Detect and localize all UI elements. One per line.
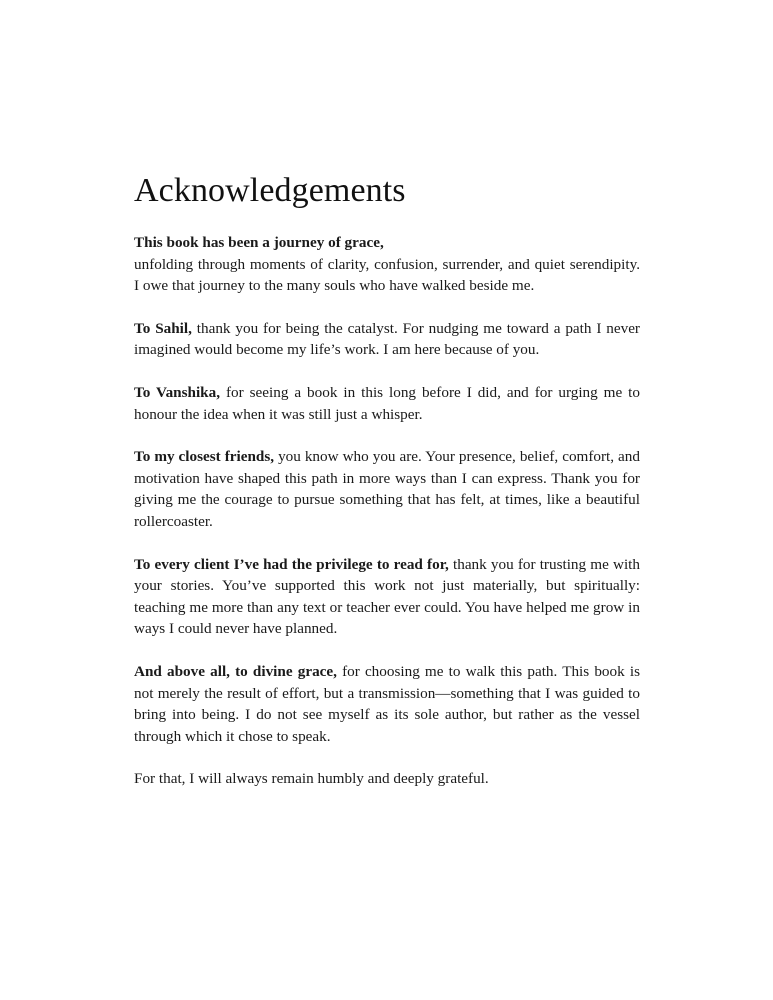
paragraph-sahil (134, 318, 640, 361)
paragraph-body: for choosing me to walk this path. This book is not merely the result of effort, but a transmission—something that I was guided to bring into being. I do not see myself as its sole author, but rather as the vessel through which it chose to speak. (134, 662, 640, 745)
paragraph-intro (134, 232, 640, 297)
paragraph-lead: To my closest friends, (134, 448, 275, 466)
paragraph-body: thank you for being the catalyst. For nudging me toward a path I never imagined would become my life’s work. I am here because of you. (134, 319, 640, 359)
paragraph-body: you know who you are. Your presence, belief, comfort, and motivation have shaped this path in more ways than I can express. Thank you for giving me the courage to pursue something that has felt, at times, like a beautiful rollercoaster. (134, 448, 640, 531)
paragraph-lead: And above all, to divine grace, (134, 662, 337, 680)
page-title: Acknowledgements (134, 172, 406, 209)
paragraph-body: thank you for trusting me with your stories. You’ve supported this work not just materially, but spiritually: teaching me more than any text or teacher ever could. You have helped me grow in ways I could never have planned. (134, 555, 640, 638)
paragraph-body: for seeing a book in this long before I did, and for urging me to honour the idea when it was still just a whisper. (134, 384, 640, 423)
paragraph-lead: This book has been a journey of grace, (134, 234, 384, 252)
paragraph-closest-friends (134, 446, 640, 532)
page-content (134, 172, 640, 790)
paragraph-vanshika (134, 382, 640, 425)
paragraph-lead: To every client I’ve had the privilege to read for, (134, 555, 449, 573)
paragraph-closing: For that, I will always remain humbly and deeply grateful. (134, 770, 489, 788)
paragraph-divine-grace (134, 661, 640, 747)
paragraph-lead: To Vanshika, (134, 384, 221, 402)
paragraph-clients (134, 554, 640, 640)
paragraph-body: unfolding through moments of clarity, confusion, surrender, and quiet serendipity. I owe that journey to the many souls who have walked beside me. (134, 255, 640, 295)
paragraph-lead: To Sahil, (134, 319, 192, 337)
